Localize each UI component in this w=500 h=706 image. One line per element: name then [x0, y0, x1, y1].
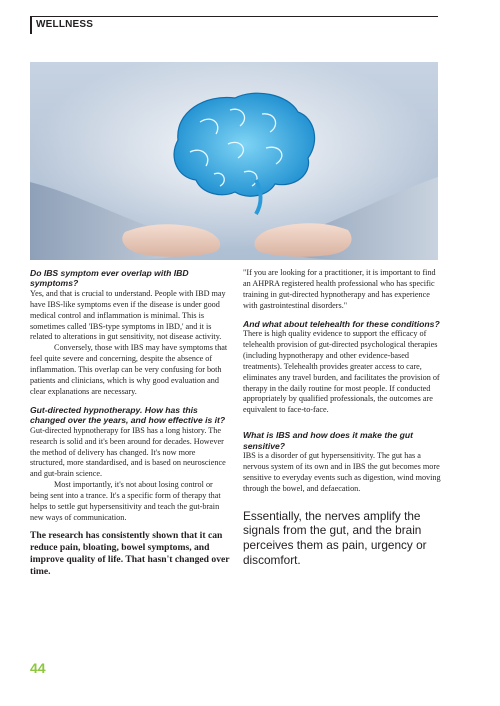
left-column	[30, 268, 231, 579]
large-quote: Essentially, the nerves amplify the signals from the gut, and the brain perceives them as pain, urgency or discomfort.	[243, 508, 427, 567]
body-paragraph: "If you are looking for a practitioner, it is important to find an AHPRA registered health professional who has specific training in gut-directed hypnotherapy and has experience with gastrointestinal disorders."	[243, 268, 436, 310]
section-marker	[30, 16, 32, 34]
body-paragraph: Most importantly, it's not about losing control or being sent into a trance. It's a specific form of therapy that helps to settle gut hypersensitivity and teach the gut-brain new ways of communication.	[30, 480, 221, 522]
body-paragraph: There is high quality evidence to support the efficacy of telehealth provision of gut-directed psychological therapies (including hypnotherapy and other evidence-based treatments). Telehealth provides greater access to care, eliminates any travel burden, and facilitates the provision of therapy in the daily routine for most people. If conducted appropriately by qualified professionals, the outcomes are equivalent to face-to-face.	[243, 329, 440, 415]
body-paragraph: IBS is a disorder of gut hypersensitivity. The gut has a nervous system of its own and in IBS the gut becomes more sensitive to everyday events such as digestion, wind moving through the bowel, and defaecation.	[243, 451, 441, 493]
question-heading: And what about telehealth for these conditions?	[243, 318, 440, 329]
right-column	[243, 268, 444, 567]
section-label: WELLNESS	[36, 19, 94, 30]
hero-illustration	[30, 62, 438, 260]
body-paragraph: Conversely, those with IBS may have symptoms that feel quite severe and concerning, despite the absence of inflammation. This overlap can be very confusing for both patients and clinicians, which is why good evaluation and clear explanations are necessary.	[30, 343, 228, 396]
page-number: 44	[30, 660, 46, 676]
question-heading: Do IBS symptom ever overlap with IBD symptoms?	[30, 268, 189, 289]
section-rule	[30, 16, 438, 17]
question-heading: What is IBS and how does it make the gut sensitive?	[243, 430, 413, 451]
body-paragraph: Yes, and that is crucial to understand. People with IBD may have IBS-like symptoms even if the disease is under good medical control and inflammation is minimal. This is sometimes called 'IBS-type symptoms in IBD,' and it is related to alterations in gut sensitivity, not disease activity.	[30, 288, 226, 342]
pull-quote: The research has consistently shown that it can reduce pain, bloating, bowel symptoms, and improve quality of life. That hasn't changed over time.	[30, 529, 230, 578]
body-paragraph: Gut-directed hypnotherapy for IBS has a long history. The research is solid and it's been around for decades. However the method of delivery has changed. It's now more structured, more standardised, and is based on neuroscience and gut-brain science.	[30, 425, 226, 479]
hero-image	[30, 62, 438, 260]
question-heading: Gut-directed hypnotherapy. How has this changed over the years, and how effective is it?	[30, 404, 226, 426]
